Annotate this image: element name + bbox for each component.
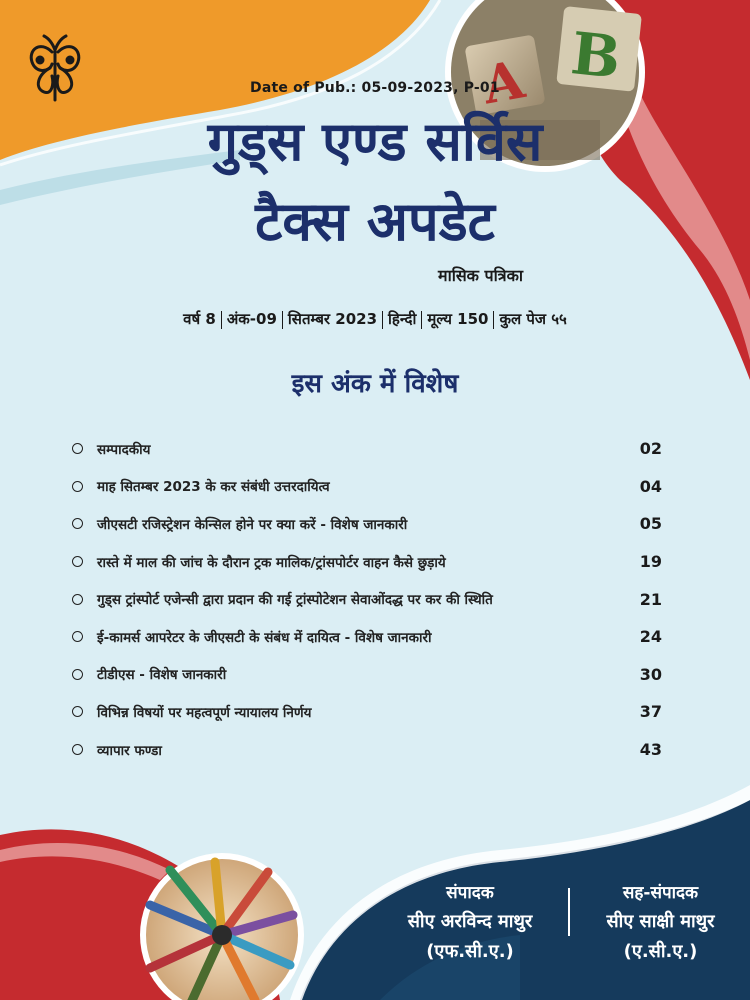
special-in-issue-heading: इस अंक में विशेष — [291, 369, 459, 399]
toc-item-title: माह सितम्बर 2023 के कर संबंधी उत्तरदायित्व — [97, 479, 330, 496]
toc-item-page: 24 — [639, 627, 662, 647]
editor-qualification: (एफ.सी.ए.) — [426, 941, 514, 962]
issue-info-bar — [0, 309, 750, 329]
divider — [493, 311, 494, 329]
circle-bullet-icon — [72, 443, 83, 454]
coeditor-role: सह-संपादक — [622, 883, 699, 903]
editor-role: संपादक — [446, 883, 494, 903]
toc-item[interactable] — [72, 693, 662, 731]
toc-item[interactable] — [72, 656, 662, 694]
toc-item-page: 37 — [639, 702, 662, 722]
toc-item[interactable] — [72, 580, 662, 618]
publication-date: Date of Pub.: 05-09-2023, P-01 — [250, 80, 500, 96]
toc-item-title: टीडीएस - विशेष जानकारी — [97, 667, 227, 684]
toc-item-title: विभिन्न विषयों पर महत्वपूर्ण न्यायालय निर्णय — [97, 704, 312, 721]
toc-item[interactable] — [72, 731, 662, 769]
coeditor-name: सीए साक्षी माथुर — [606, 911, 715, 932]
issue-year: वर्ष 8 — [183, 310, 216, 328]
toc-item[interactable] — [72, 618, 662, 656]
circle-bullet-icon — [72, 556, 83, 567]
issue-number: अंक-09 — [226, 310, 277, 328]
editor-divider — [568, 888, 570, 936]
toc-item-page: 43 — [639, 740, 662, 760]
coeditor-qualification: (ए.सी.ए.) — [623, 941, 698, 962]
divider — [221, 311, 222, 329]
toc-item-page: 19 — [639, 552, 662, 572]
issue-price: मूल्य 150 — [427, 310, 489, 328]
toc-item-page: 21 — [639, 589, 662, 609]
toc-item-title: गुड्स ट्रांस्पोर्ट एजेन्सी द्वारा प्रदान की गई ट्रांस्पोटेशन सेवाओंदद्ध पर कर की स्थिति — [97, 592, 493, 609]
divider — [282, 311, 283, 329]
editor-block — [385, 880, 555, 963]
svg-text:A: A — [478, 49, 529, 117]
toc-item-title: व्यापार फण्डा — [97, 742, 162, 759]
issue-language: हिन्दी — [388, 310, 417, 328]
magazine-title-line2: टैक्स अपडेट — [255, 190, 495, 253]
issue-month: सितम्बर 2023 — [287, 310, 378, 328]
divider — [421, 311, 422, 329]
issue-pages: कुल पेज ५५ — [499, 310, 567, 328]
circle-bullet-icon — [72, 594, 83, 605]
circle-bullet-icon — [72, 518, 83, 529]
toc-item-title: जीएसटी रजिस्ट्रेशन केन्सिल होने पर क्या करें - विशेष जानकारी — [97, 516, 408, 533]
circle-bullet-icon — [72, 669, 83, 680]
editor-name: सीए अरविन्द माथुर — [407, 911, 533, 932]
toc-item[interactable] — [72, 430, 662, 468]
toc-item[interactable] — [72, 505, 662, 543]
magazine-subtitle: मासिक पत्रिका — [438, 266, 524, 285]
toc-item-title: रास्ते में माल की जांच के दौरान ट्रक मालिक/ट्रांसपोर्टर वाहन कैसे छुड़ाये — [97, 554, 446, 571]
coeditor-block — [578, 880, 743, 963]
toc-item[interactable] — [72, 468, 662, 506]
toc-item-title: ई-कामर्स आपरेटर के जीएसटी के संबंध में दायित्व - विशेष जानकारी — [97, 629, 432, 646]
circle-bullet-icon — [72, 481, 83, 492]
table-of-contents — [72, 430, 662, 768]
circle-bullet-icon — [72, 744, 83, 755]
toc-item[interactable] — [72, 543, 662, 581]
magazine-title-line1: गुड्स एण्ड सर्विस — [207, 110, 543, 173]
divider — [382, 311, 383, 329]
toc-item-page: 04 — [639, 476, 662, 496]
toc-item-title: सम्पादकीय — [97, 441, 151, 458]
circle-bullet-icon — [72, 631, 83, 642]
toc-item-page: 05 — [639, 514, 662, 534]
toc-item-page: 02 — [639, 439, 662, 459]
circle-bullet-icon — [72, 706, 83, 717]
toc-item-page: 30 — [639, 664, 662, 684]
svg-text:B: B — [567, 19, 624, 92]
